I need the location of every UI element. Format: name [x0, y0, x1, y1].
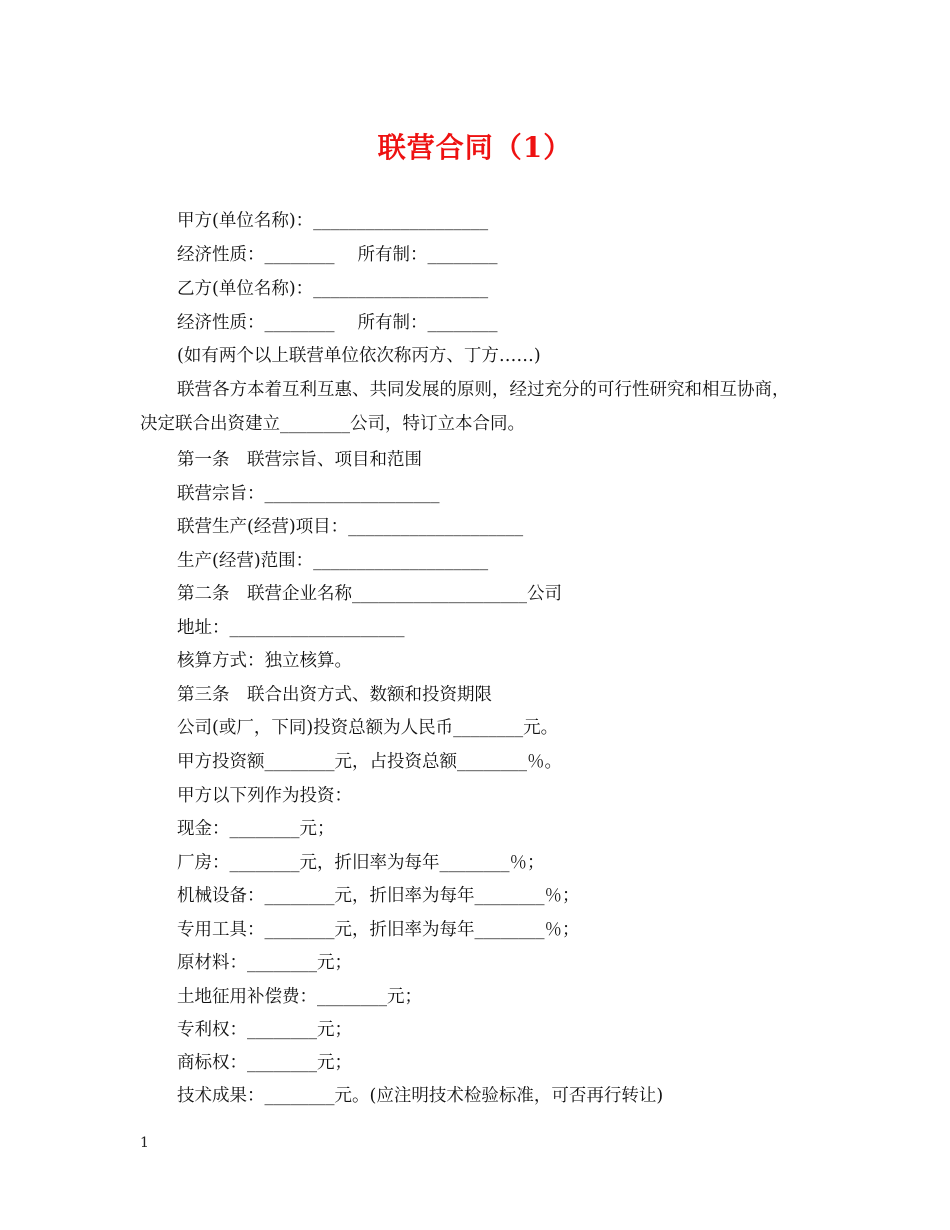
party-a-investment-line: 甲方投资额________元，占投资总额________％。: [177, 752, 562, 772]
cash-line: 现金：________元；: [177, 819, 335, 839]
article-1-heading: 第一条 联营宗旨、项目和范围: [177, 450, 422, 470]
document-title: 联营合同（1）: [377, 131, 573, 164]
party-a-investment-items-heading: 甲方以下列作为投资：: [177, 786, 352, 806]
technology-line: 技术成果：________元。(应注明技术检验标准，可否再行转让): [177, 1086, 664, 1106]
purpose-line: 联营宗旨：____________________: [177, 484, 440, 504]
raw-materials-line: 原材料：________元；: [177, 953, 352, 973]
page-number: 1: [140, 1135, 149, 1151]
party-a-nature-line: 经济性质：________ 所有制：________: [177, 245, 498, 265]
party-b-nature-line: 经济性质：________ 所有制：________: [177, 313, 498, 333]
accounting-method-line: 核算方式：独立核算。: [177, 651, 352, 671]
party-a-name-line: 甲方(单位名称)：____________________: [177, 211, 489, 231]
tools-line: 专用工具：________元，折旧率为每年________％；: [177, 920, 580, 940]
trademark-line: 商标权：________元；: [177, 1053, 352, 1073]
land-compensation-line: 土地征用补偿费：________元；: [177, 987, 422, 1007]
additional-parties-note: (如有两个以上联营单位依次称丙方、丁方……): [177, 346, 541, 366]
preamble-line-2: 决定联合出资建立________公司，特订立本合同。: [140, 414, 525, 434]
preamble-line-1: 联营各方本着互利互惠、共同发展的原则，经过充分的可行性研究和相互协商，: [177, 380, 790, 400]
patent-line: 专利权：________元；: [177, 1020, 352, 1040]
total-investment-line: 公司(或厂，下同)投资总额为人民币________元。: [177, 718, 559, 738]
project-line: 联营生产(经营)项目：____________________: [177, 517, 524, 537]
article-2-heading: 第二条 联营企业名称____________________公司: [177, 584, 562, 604]
plant-line: 厂房：________元，折旧率为每年________％；: [177, 853, 545, 873]
party-b-name-line: 乙方(单位名称)：____________________: [177, 279, 489, 299]
scope-line: 生产(经营)范围：____________________: [177, 551, 489, 571]
article-3-heading: 第三条 联合出资方式、数额和投资期限: [177, 685, 492, 705]
machinery-line: 机械设备：________元，折旧率为每年________％；: [177, 886, 580, 906]
address-line: 地址：____________________: [177, 618, 405, 638]
